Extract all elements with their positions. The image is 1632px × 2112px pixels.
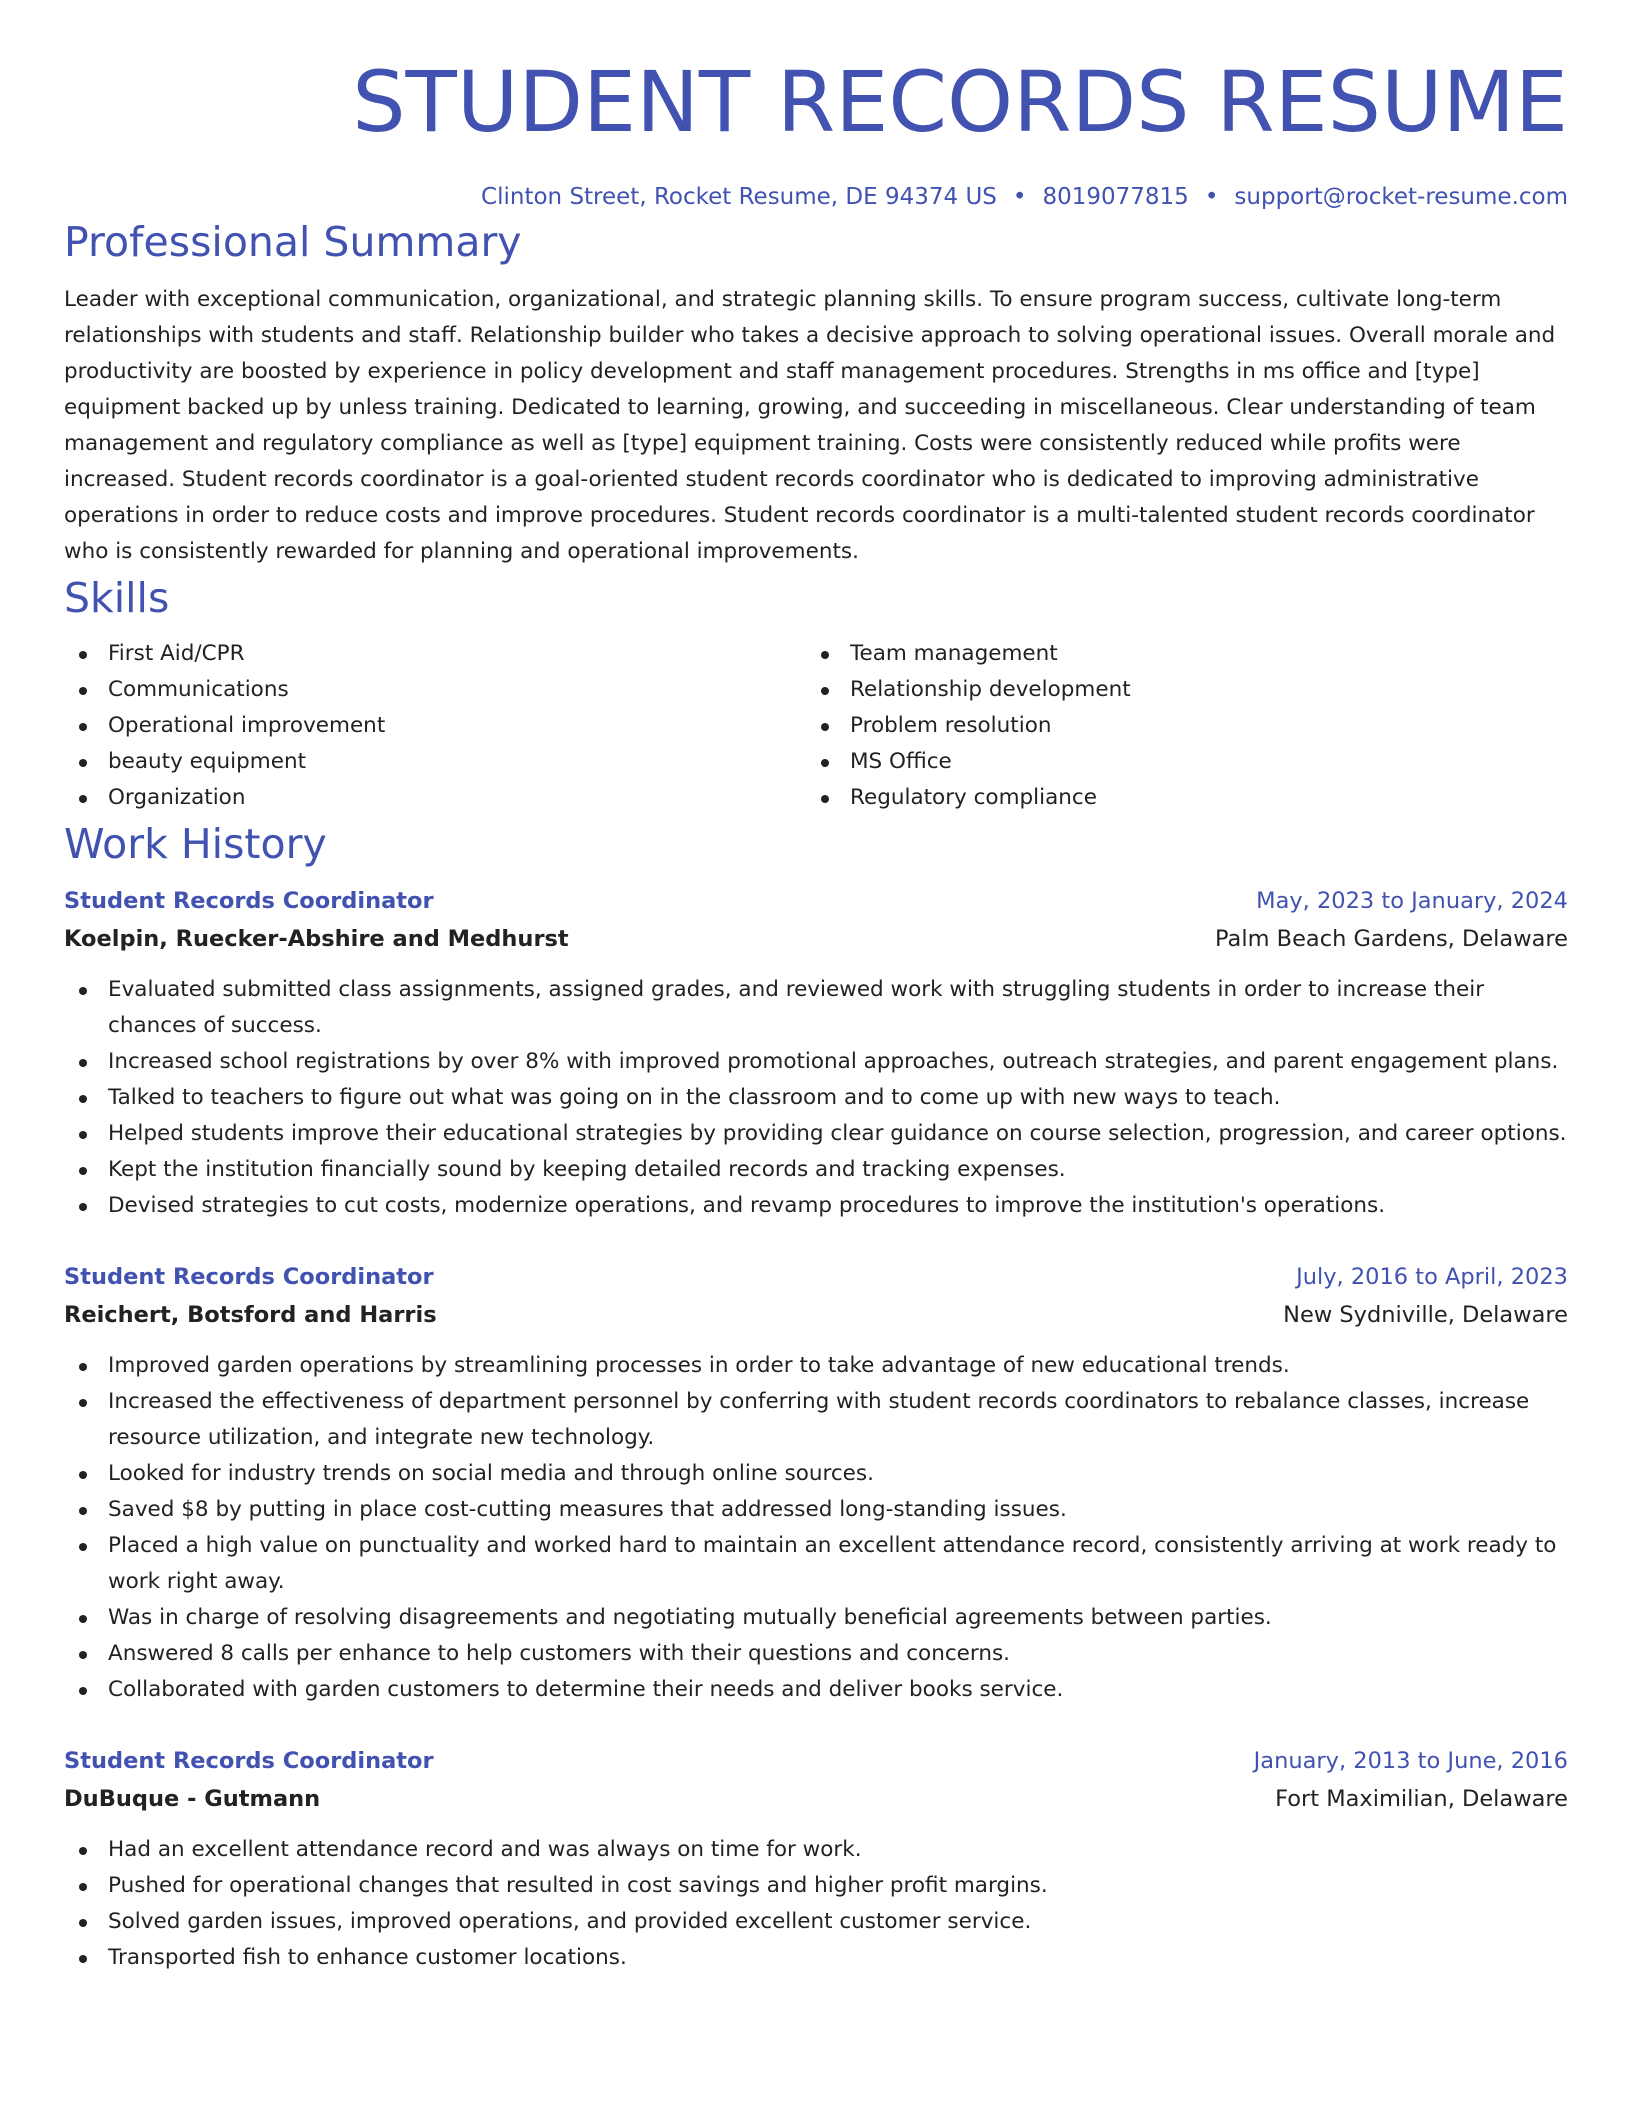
bullet-icon (79, 1399, 87, 1407)
bullet-icon (821, 651, 829, 659)
bullet-icon (79, 1615, 87, 1623)
job-bullet (64, 1456, 1568, 1492)
skill-label: Team management (850, 641, 1058, 666)
contact-email: support@rocket-resume.com (1234, 184, 1568, 210)
skill-item (64, 780, 806, 816)
job-bullet (64, 1528, 1568, 1600)
skills-heading: Skills (64, 574, 170, 622)
skill-label: Operational improvement (108, 713, 386, 738)
bullet-icon (79, 1955, 87, 1963)
skill-label: Regulatory compliance (850, 785, 1097, 810)
job-bullet-text: Collaborated with garden customers to determine their needs and deliver books service. (108, 1677, 1064, 1702)
job-header-row (64, 1258, 1568, 1296)
job-bullet-text: Answered 8 calls per enhance to help customers with their questions and concerns. (108, 1641, 1010, 1666)
job-bullets (64, 972, 1568, 1224)
bullet-icon (79, 1203, 87, 1211)
contact-address: Clinton Street, Rocket Resume, DE 94374 US (481, 184, 997, 210)
job-title: Student Records Coordinator (64, 1748, 434, 1774)
job-bullet-text: Kept the institution financially sound by keeping detailed records and tracking expenses. (108, 1157, 1066, 1182)
bullet-icon (821, 795, 829, 803)
job-bullet (64, 1904, 1568, 1940)
job-bullet (64, 1080, 1568, 1116)
skills-column-right (806, 636, 1548, 816)
skill-item (806, 708, 1548, 744)
job-bullet-text: Evaluated submitted class assignments, assigned grades, and reviewed work with struggling students in order to increase their chances of success. (108, 977, 1485, 1038)
job-bullets (64, 1348, 1568, 1708)
job-bullet-text: Improved garden operations by streamlining processes in order to take advantage of new educational trends. (108, 1353, 1290, 1378)
bullet-icon (79, 1651, 87, 1659)
contact-separator: • (1012, 184, 1027, 210)
resume-page (64, 0, 1568, 1976)
job-entry (64, 1742, 1568, 1976)
job-location: Fort Maximilian, Delaware (1275, 1786, 1568, 1812)
job-bullet (64, 1832, 1568, 1868)
skill-label: Relationship development (850, 677, 1131, 702)
job-employer-row (64, 1296, 1568, 1334)
job-bullet (64, 972, 1568, 1044)
bullet-icon (79, 651, 87, 659)
job-entry (64, 882, 1568, 1224)
job-bullet-text: Looked for industry trends on social media and through online sources. (108, 1461, 874, 1486)
bullet-icon (79, 1095, 87, 1103)
job-bullet (64, 1940, 1568, 1976)
bullet-icon (79, 1687, 87, 1695)
job-bullet (64, 1600, 1568, 1636)
job-bullet (64, 1152, 1568, 1188)
job-entry (64, 1258, 1568, 1708)
job-title: Student Records Coordinator (64, 888, 434, 914)
job-bullet (64, 1636, 1568, 1672)
job-bullet-text: Had an excellent attendance record and was always on time for work. (108, 1837, 862, 1862)
skill-label: Communications (108, 677, 289, 702)
bullet-icon (821, 759, 829, 767)
skill-item (64, 708, 806, 744)
job-employer-row (64, 920, 1568, 958)
job-bullet-text: Solved garden issues, improved operations, and provided excellent customer service. (108, 1909, 1032, 1934)
job-location: Palm Beach Gardens, Delaware (1214, 926, 1568, 952)
job-bullet-text: Saved $8 by putting in place cost-cutting measures that addressed long-standing issues. (108, 1497, 1067, 1522)
bullet-icon (79, 1167, 87, 1175)
bullet-icon (79, 723, 87, 731)
skill-item (64, 744, 806, 780)
job-bullet-text: Talked to teachers to figure out what was going on in the classroom and to come up with new ways to teach. (108, 1085, 1281, 1110)
bullet-icon (79, 1131, 87, 1139)
bullet-icon (79, 1471, 87, 1479)
skill-item (806, 744, 1548, 780)
summary-text: Leader with exceptional communication, organizational, and strategic planning skills. To ensure program success, cultivate long-term relationships with students and staff. Relationship builder who takes a decisive approach to solving operational issues. Overall morale and productivity are boosted by experience in policy development and staff management procedures. Strengths in ms office and [type] equipment backed up by unless training. Dedicated to learning, growing, and succeeding in miscellaneous. Clear understanding of team management and regulatory compliance as well as [type] equipment training. Costs were consistently reduced while profits were increased. Student records coordinator is a goal-oriented student records coordinator who is dedicated to improving administrative operations in order to reduce costs and improve procedures. Student records coordinator is a multi-talented student records coordinator who is consistently rewarded for planning and operational improvements. (64, 287, 1556, 564)
bullet-icon (79, 1883, 87, 1891)
bullet-icon (79, 1543, 87, 1551)
job-bullet (64, 1868, 1568, 1904)
bullet-icon (79, 759, 87, 767)
job-company: DuBuque - Gutmann (64, 1786, 321, 1812)
job-bullet (64, 1116, 1568, 1152)
job-bullet-text: Helped students improve their educational strategies by providing clear guidance on course selection, progression, and career options. (108, 1121, 1567, 1146)
bullet-icon (79, 1507, 87, 1515)
resume-title: STUDENT RECORDS RESUME (352, 53, 1568, 151)
job-bullet-text: Placed a high value on punctuality and worked hard to maintain an excellent attendance record, consistently arriving at work ready to work right away. (108, 1533, 1557, 1594)
bullet-icon (79, 1363, 87, 1371)
bullet-icon (79, 987, 87, 995)
job-dates: May, 2023 to January, 2024 (1256, 888, 1568, 914)
job-employer-row (64, 1780, 1568, 1818)
skill-item (64, 672, 806, 708)
bullet-icon (79, 1059, 87, 1067)
bullet-icon (79, 1919, 87, 1927)
job-bullet (64, 1188, 1568, 1224)
job-header-row (64, 1742, 1568, 1780)
skill-label: Organization (108, 785, 246, 810)
skill-item (806, 672, 1548, 708)
work-history-heading: Work History (64, 820, 327, 868)
job-location: New Sydniville, Delaware (1283, 1302, 1568, 1328)
job-dates: July, 2016 to April, 2023 (1296, 1264, 1568, 1290)
skill-label: First Aid/CPR (108, 641, 245, 666)
skill-label: Problem resolution (850, 713, 1052, 738)
skill-item (64, 636, 806, 672)
job-bullet-text: Transported fish to enhance customer locations. (108, 1945, 627, 1970)
job-bullet (64, 1672, 1568, 1708)
skills-column-left (64, 636, 806, 816)
job-bullet (64, 1492, 1568, 1528)
bullet-icon (79, 795, 87, 803)
bullet-icon (821, 723, 829, 731)
job-bullet-text: Was in charge of resolving disagreements and negotiating mutually beneficial agreements between parties. (108, 1605, 1272, 1630)
skills-list (64, 636, 1568, 816)
job-title: Student Records Coordinator (64, 1264, 434, 1290)
job-dates: January, 2013 to June, 2016 (1253, 1748, 1568, 1774)
job-bullet-text: Increased the effectiveness of department personnel by conferring with student records coordinators to rebalance classes, increase resource utilization, and integrate new technology. (108, 1389, 1530, 1450)
job-company: Koelpin, Ruecker-Abshire and Medhurst (64, 926, 569, 952)
job-bullets (64, 1832, 1568, 1976)
skill-item (806, 780, 1548, 816)
bullet-icon (79, 1847, 87, 1855)
job-bullet (64, 1348, 1568, 1384)
job-bullet-text: Increased school registrations by over 8% with improved promotional approaches, outreach strategies, and parent engagement plans. (108, 1049, 1559, 1074)
job-bullet (64, 1384, 1568, 1456)
contact-separator: • (1204, 184, 1219, 210)
skill-label: beauty equipment (108, 749, 307, 774)
job-bullet (64, 1044, 1568, 1080)
summary-heading: Professional Summary (64, 218, 522, 266)
job-header-row (64, 882, 1568, 920)
skill-label: MS Office (850, 749, 952, 774)
job-company: Reichert, Botsford and Harris (64, 1302, 437, 1328)
contact-line (64, 180, 1568, 214)
bullet-icon (821, 687, 829, 695)
job-bullet-text: Pushed for operational changes that resulted in cost savings and higher profit margins. (108, 1873, 1048, 1898)
bullet-icon (79, 687, 87, 695)
contact-phone: 8019077815 (1042, 184, 1189, 210)
skill-item (806, 636, 1548, 672)
job-bullet-text: Devised strategies to cut costs, modernize operations, and revamp procedures to improve the institution's operations. (108, 1193, 1386, 1218)
